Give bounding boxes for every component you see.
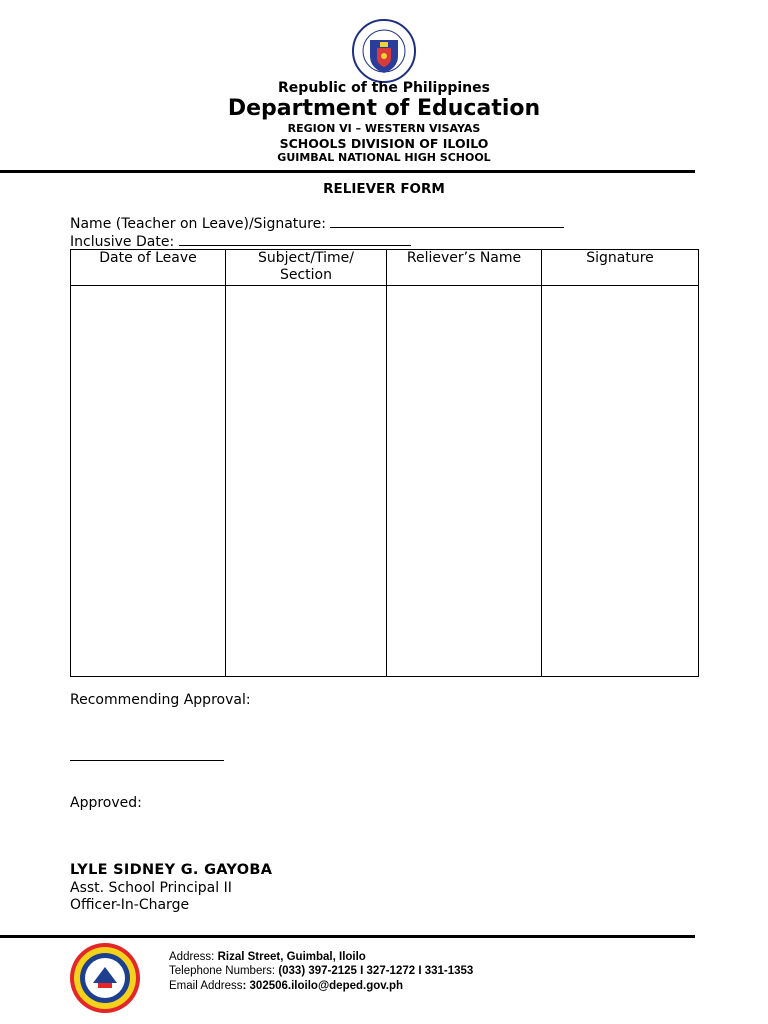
principal-position: Asst. School Principal II <box>70 880 232 896</box>
republic-heading: Republic of the Philippines <box>278 80 490 96</box>
inclusive-date-row <box>70 233 411 250</box>
signature-cell[interactable] <box>542 286 699 677</box>
footer-address <box>169 951 366 963</box>
principal-name: LYLE SIDNEY G. GAYOBA <box>70 862 273 878</box>
inclusive-date-label: Inclusive Date: <box>70 234 175 250</box>
col-header-date-of-leave: Date of Leave <box>71 250 226 286</box>
recommending-approval-label: Recommending Approval: <box>70 692 251 708</box>
email-value: : 302506.iloilo@deped.gov.ph <box>242 980 404 992</box>
date-of-leave-cell[interactable] <box>71 286 226 677</box>
school-heading: GUIMBAL NATIONAL HIGH SCHOOL <box>277 151 491 164</box>
email-label: Email Address <box>169 980 243 992</box>
teacher-name-field[interactable] <box>330 215 564 228</box>
recommending-signature-line[interactable] <box>70 760 224 761</box>
division-heading: SCHOOLS DIVISION OF ILOILO <box>279 136 489 151</box>
teacher-name-row <box>70 215 564 232</box>
table-header-row <box>71 250 699 286</box>
department-heading: Department of Education <box>227 96 541 121</box>
address-value: Rizal Street, Guimbal, Iloilo <box>217 951 366 963</box>
reliever-name-cell[interactable] <box>387 286 542 677</box>
table-row <box>71 286 699 677</box>
col-header-subject-time-section <box>226 250 387 286</box>
footer-divider <box>0 935 695 938</box>
header-divider <box>0 170 695 173</box>
col-header-signature: Signature <box>542 250 699 286</box>
form-title: RELIEVER FORM <box>323 181 445 197</box>
subject-time-section-cell[interactable] <box>226 286 387 677</box>
phone-value: (033) 397-2125 I 327-1272 I 331-1353 <box>278 965 474 977</box>
approved-label: Approved: <box>70 795 142 811</box>
address-label: Address: <box>169 951 218 963</box>
teacher-name-label: Name (Teacher on Leave)/Signature: <box>70 216 326 232</box>
inclusive-date-field[interactable] <box>179 233 411 246</box>
col-header-subject-text: Subject/Time/ Section <box>257 250 355 283</box>
region-heading: REGION VI – WESTERN VISAYAS <box>287 122 481 135</box>
footer-phone <box>169 965 473 977</box>
school-seal-logo <box>68 941 142 1015</box>
col-header-reliever-name: Reliever’s Name <box>387 250 542 286</box>
principal-role: Officer-In-Charge <box>70 897 190 913</box>
phone-label: Telephone Numbers: <box>169 965 279 977</box>
footer-email <box>169 980 403 992</box>
reliever-table <box>70 249 699 677</box>
deped-seal-logo <box>340 18 428 84</box>
